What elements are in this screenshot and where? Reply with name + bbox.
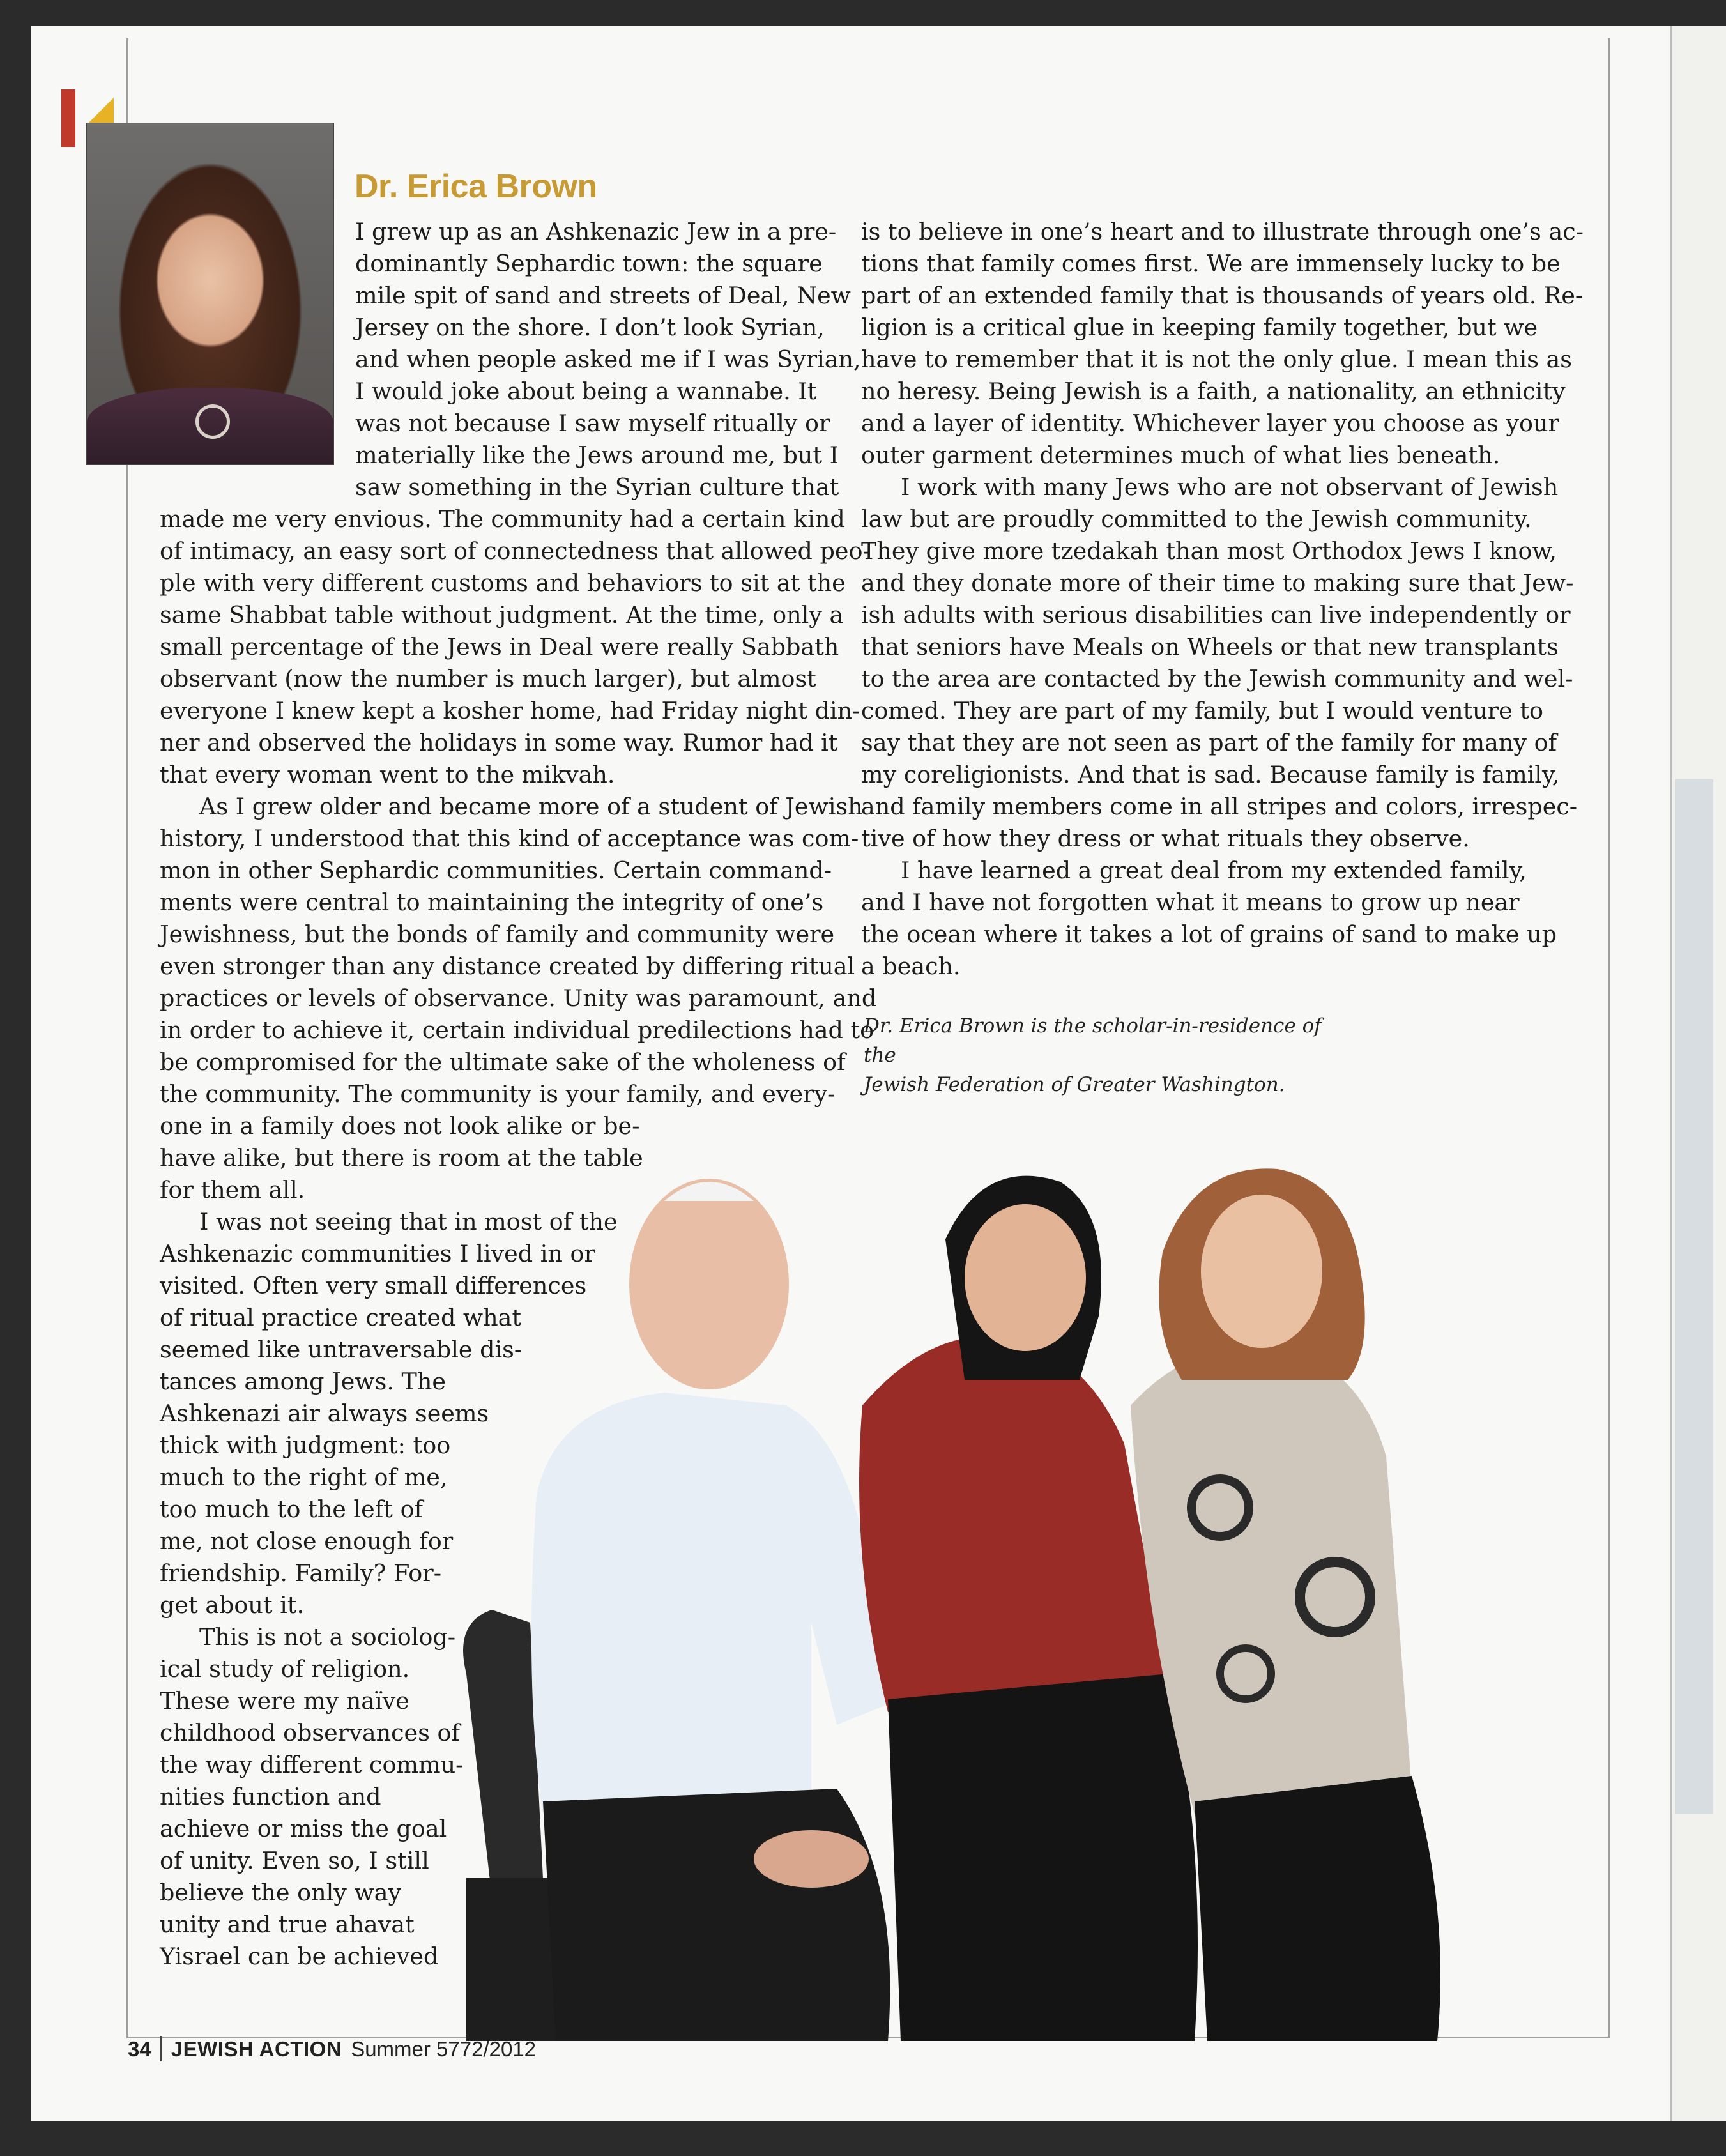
text-line: I was not seeing that in most of the xyxy=(199,1208,618,1235)
magazine-title: JEWISH ACTION xyxy=(171,2037,342,2061)
page-number: 34 xyxy=(128,2037,151,2061)
text-line: and family members come in all stripes and colors, irrespec- xyxy=(861,793,1578,820)
text-line: tions that family comes first. We are immensely lucky to be xyxy=(861,250,1561,277)
text-line: in order to achieve it, certain individual predilections had to xyxy=(160,1016,874,1044)
text-line: ligion is a critical glue in keeping family together, but we xyxy=(861,314,1538,341)
text-line: and a layer of identity. Whichever layer you choose as your xyxy=(861,409,1559,437)
caption-line: Dr. Erica Brown is the scholar-in-residence of the xyxy=(864,1014,1322,1067)
text-line: a beach. xyxy=(861,952,961,980)
text-line: practices or levels of observance. Unity was paramount, and xyxy=(160,984,877,1012)
text-line: have alike, but there is room at the table xyxy=(160,1144,643,1172)
text-line: was not because I saw myself ritually or xyxy=(355,409,830,437)
text-line: friendship. Family? For- xyxy=(160,1559,442,1587)
group-photo xyxy=(454,1048,1578,2041)
text-line: even stronger than any distance created by differing ritual xyxy=(160,952,855,980)
man-head xyxy=(629,1179,789,1389)
text-line: and when people asked me if I was Syrian, xyxy=(355,346,861,373)
text-line: seemed like untraversable dis- xyxy=(160,1336,523,1363)
text-line: my coreligionists. And that is sad. Because family is family, xyxy=(861,761,1560,788)
text-line: and they donate more of their time to making sure that Jew- xyxy=(861,569,1574,597)
text-line: nities function and xyxy=(160,1783,381,1810)
text-line: achieve or miss the goal xyxy=(160,1815,447,1842)
woman-center-face xyxy=(965,1204,1086,1351)
text-line: believe the only way xyxy=(160,1879,402,1906)
text-line: is to believe in one’s heart and to illustrate through one’s ac- xyxy=(861,218,1584,245)
man-shirt xyxy=(531,1393,901,1814)
facing-page-edge xyxy=(1670,26,1726,2121)
text-line: tances among Jews. The xyxy=(160,1368,446,1395)
woman-right-skirt xyxy=(1195,1776,1440,2041)
text-line: part of an extended family that is thousands of years old. Re- xyxy=(861,282,1584,309)
page-footer xyxy=(128,2036,536,2061)
issue-label: Summer 5772/2012 xyxy=(351,2037,537,2061)
text-line: law but are proudly committed to the Jewish community. xyxy=(861,505,1532,533)
text-line: too much to the left of xyxy=(160,1495,424,1523)
text-line: ments were central to maintaining the integrity of one’s xyxy=(160,889,824,916)
text-line: no heresy. Being Jewish is a faith, a nationality, an ethnicity xyxy=(861,378,1566,405)
text-line: ish adults with serious disabilities can live independently or xyxy=(861,601,1571,629)
text-line: They give more tzedakah than most Orthodox Jews I know, xyxy=(861,537,1557,565)
text-line: ical study of religion. xyxy=(160,1655,410,1683)
text-line: one in a family does not look alike or be- xyxy=(160,1112,640,1140)
text-line: I work with many Jews who are not observant of Jewish xyxy=(901,473,1559,501)
text-line: that every woman went to the mikvah. xyxy=(160,761,615,788)
text-line: history, I understood that this kind of acceptance was com- xyxy=(160,825,859,852)
text-line: These were my naïve xyxy=(160,1687,409,1715)
text-line: to the area are contacted by the Jewish community and wel- xyxy=(861,665,1573,692)
text-line: Jersey on the shore. I don’t look Syrian, xyxy=(355,314,825,341)
text-line: much to the right of me, xyxy=(160,1464,448,1491)
woman-right-face xyxy=(1201,1195,1322,1348)
text-line: As I grew older and became more of a student of Jewish xyxy=(199,793,863,820)
man-hand-left xyxy=(754,1830,869,1888)
author-name: Dr. Erica Brown xyxy=(355,168,597,205)
text-line: I would joke about being a wannabe. It xyxy=(355,378,817,405)
text-line: me, not close enough for xyxy=(160,1527,454,1555)
text-column-right xyxy=(861,216,1584,982)
paragraph xyxy=(861,855,1557,982)
text-line: comed. They are part of my family, but I would venture to xyxy=(861,697,1543,724)
text-line: small percentage of the Jews in Deal were really Sabbath xyxy=(160,633,839,661)
text-line: mon in other Sephardic communities. Certain command- xyxy=(160,857,832,884)
edge-tab xyxy=(61,89,75,147)
text-line: same Shabbat table without judgment. At the time, only a xyxy=(160,601,844,629)
facing-page-strip xyxy=(1675,779,1713,1814)
woman-center-skirt xyxy=(888,1674,1198,2041)
paragraph xyxy=(861,216,1584,471)
text-line: thick with judgment: too xyxy=(160,1432,451,1459)
text-line: that seniors have Meals on Wheels or that new transplants xyxy=(861,633,1559,661)
text-line: Ashkenazic communities I lived in or xyxy=(160,1240,595,1267)
text-line: of unity. Even so, I still xyxy=(160,1847,429,1874)
text-line: Jewishness, but the bonds of family and community were xyxy=(160,921,835,948)
text-line: ner and observed the holidays in some way. Rumor had it xyxy=(160,729,838,756)
paragraph xyxy=(861,471,1578,855)
text-line: made me very envious. The community had a certain kind xyxy=(160,505,845,533)
corner-accent xyxy=(86,98,114,126)
text-line: be compromised for the ultimate sake of the wholeness of xyxy=(160,1048,846,1076)
text-line: get about it. xyxy=(160,1591,305,1619)
text-line: everyone I knew kept a kosher home, had Friday night din- xyxy=(160,697,860,724)
text-line: observant (now the number is much larger), but almost xyxy=(160,665,816,692)
text-line: mile spit of sand and streets of Deal, New xyxy=(355,282,851,309)
text-line: childhood observances of xyxy=(160,1719,460,1747)
paragraph xyxy=(160,216,871,791)
text-line: and I have not forgotten what it means to grow up near xyxy=(861,889,1520,916)
footer-separator xyxy=(160,2036,162,2061)
text-line: of intimacy, an easy sort of connectedness that allowed peo- xyxy=(160,537,871,565)
text-line: say that they are not seen as part of the family for many of xyxy=(861,729,1557,756)
chair xyxy=(463,1610,543,1897)
text-line: Ashkenazi air always seems xyxy=(160,1400,489,1427)
text-line: saw something in the Syrian culture that xyxy=(355,473,839,501)
woman-center-blouse xyxy=(859,1336,1169,1712)
text-line: materially like the Jews around me, but I xyxy=(355,441,839,469)
text-line: Yisrael can be achieved xyxy=(160,1943,439,1970)
caption-line: Jewish Federation of Greater Washington. xyxy=(864,1073,1285,1096)
text-line: tive of how they dress or what rituals they observe. xyxy=(861,825,1470,852)
text-line: visited. Often very small differences xyxy=(160,1272,587,1299)
text-line: This is not a sociolog- xyxy=(199,1623,456,1651)
text-line: have to remember that it is not the only glue. I mean this as xyxy=(861,346,1573,373)
text-line: ple with very different customs and behaviors to sit at the xyxy=(160,569,846,597)
text-line: the way different commu- xyxy=(160,1751,464,1778)
text-line: the community. The community is your family, and every- xyxy=(160,1080,836,1108)
text-line: of ritual practice created what xyxy=(160,1304,522,1331)
text-line: I have learned a great deal from my extended family, xyxy=(901,857,1527,884)
man-trousers xyxy=(543,1789,890,2041)
text-line: unity and true ahavat xyxy=(160,1911,415,1938)
text-line: the ocean where it takes a lot of grains of sand to make up xyxy=(861,921,1557,948)
text-line: outer garment determines much of what lies beneath. xyxy=(861,441,1501,469)
text-line: I grew up as an Ashkenazic Jew in a pre- xyxy=(355,218,837,245)
text-line: for them all. xyxy=(160,1176,305,1204)
kippah xyxy=(664,1182,754,1201)
text-line: dominantly Sephardic town: the square xyxy=(355,250,823,277)
